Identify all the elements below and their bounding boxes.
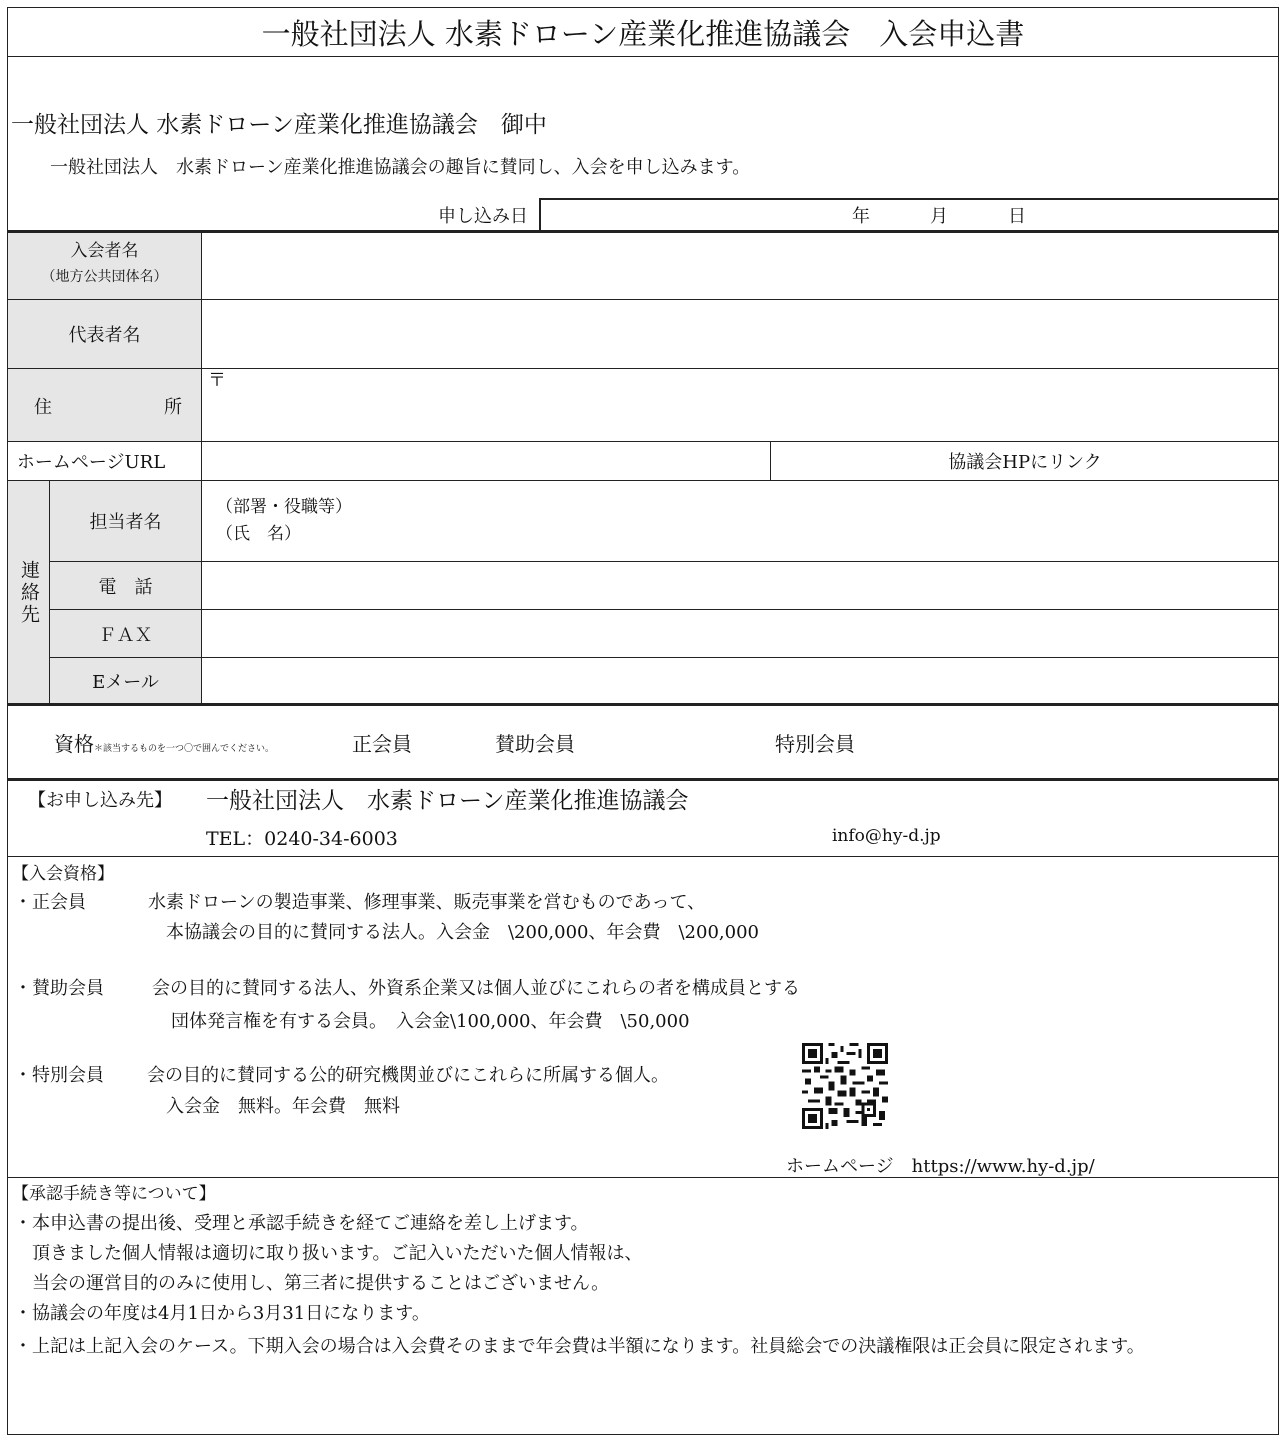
approval-heading: 【承認手続き等について】 (12, 1184, 216, 1204)
table-bottom-border (7, 703, 1279, 706)
approval-line: 頂きました個人情報は適切に取り扱います。ご記入いただいた個人情報は、 (32, 1243, 643, 1264)
fax-label: ＦＡＸ (98, 624, 153, 646)
approval-line: 当会の運営目的のみに使用し、第三者に提供することはございません。 (32, 1273, 610, 1294)
phone-input[interactable] (202, 562, 1279, 609)
support-line2: 団体発言権を有する会員。 入会金\100,000、年会費 \50,000 (171, 1011, 690, 1032)
address-label-2: 所 (164, 397, 182, 418)
homepage-url-input[interactable] (202, 442, 770, 480)
date-day: 日 (1008, 206, 1026, 227)
regular-label: ・正会員 (14, 892, 86, 913)
date-field[interactable] (539, 198, 1279, 231)
dest-divider (7, 856, 1279, 857)
homepage-link[interactable]: ホームページ https://www.hy-d.jp/ (786, 1156, 1095, 1177)
dest-label: 【お申し込み先】 (28, 790, 172, 811)
qualification-note: ＊該当するものを一つ〇で囲んでください。 (94, 744, 275, 754)
dest-email[interactable]: info@hy-d.jp (832, 826, 941, 846)
special-line2: 入会金 無料。年会費 無料 (166, 1096, 400, 1117)
contact-group-label (8, 481, 49, 704)
title-divider (7, 56, 1279, 57)
approval-line: ・本申込書の提出後、受理と承認手続きを経てご連絡を差し上げます。 (14, 1213, 589, 1234)
support-label: ・賛助会員 (14, 978, 104, 999)
member-name-text: 入会者名 (70, 241, 139, 261)
special-label: ・特別会員 (14, 1065, 104, 1086)
dept-label: （部署・役職等） (216, 497, 352, 517)
fax-input[interactable] (202, 610, 1279, 657)
support-line1: 会の目的に賛同する法人、外資系企業又は個人並びにこれらの者を構成員とする (152, 978, 800, 999)
date-month: 月 (930, 206, 948, 227)
qualification-text: 資格 (54, 732, 94, 756)
membership-heading: 【入会資格】 (12, 864, 114, 884)
intro-text: 一般社団法人 水素ドローン産業化推進協議会の趣旨に賛同し、入会を申し込みます。 (50, 157, 751, 178)
hp-link-option[interactable]: 協議会HPにリンク (948, 452, 1102, 473)
regular-line1: 水素ドローンの製造事業、修理事業、販売事業を営むものであって、 (148, 892, 706, 913)
qualification-divider (7, 778, 1279, 781)
postal-mark: 〒 (208, 370, 226, 391)
form-title: 一般社団法人 水素ドローン産業化推進協議会 入会申込書 (261, 16, 1025, 51)
representative-label: 代表者名 (68, 325, 141, 346)
homepage-url-label: ホームページURL (16, 452, 166, 473)
option-special[interactable]: 特別会員 (775, 732, 855, 756)
special-line1: 会の目的に賛同する公的研究機関並びにこれらに所属する個人。 (147, 1065, 669, 1086)
member-name-label (8, 238, 201, 290)
qualification-label (54, 728, 274, 757)
member-name-sub: （地方公共団体名） (41, 269, 168, 285)
membership-divider (7, 1177, 1279, 1178)
addressee: 一般社団法人 水素ドローン産業化推進協議会 御中 (11, 112, 547, 138)
email-label: Eメール (92, 671, 159, 693)
date-label: 申し込み日 (438, 206, 528, 227)
contact-person-input[interactable] (202, 481, 1279, 561)
address-input[interactable] (202, 369, 1279, 441)
phone-label: 電 話 (98, 576, 153, 598)
contact-person-label: 担当者名 (89, 512, 162, 533)
option-regular[interactable]: 正会員 (352, 732, 412, 756)
representative-input[interactable] (202, 300, 1279, 368)
qr-code-icon[interactable] (802, 1043, 888, 1129)
contact-group-text: 連絡先 (18, 559, 40, 626)
member-name-input[interactable] (202, 233, 1279, 299)
approval-line: ・上記は上記入会のケース。下期入会の場合は入会費そのままで年会費は半額になります。社員総会での決議権限は正会員に限定されます。 (14, 1336, 1145, 1357)
email-input[interactable] (202, 658, 1279, 703)
option-support[interactable]: 賛助会員 (495, 732, 575, 756)
dest-tel: TEL：0240-34-6003 (206, 828, 398, 850)
dest-org: 一般社団法人 水素ドローン産業化推進協議会 (206, 788, 689, 814)
date-year: 年 (852, 206, 870, 227)
address-label-1: 住 (34, 397, 52, 418)
regular-line2: 本協議会の目的に賛同する法人。入会金 \200,000、年会費 \200,000 (166, 922, 759, 943)
approval-line: ・協議会の年度は4月1日から3月31日になります。 (14, 1303, 430, 1324)
person-name-label: （氏 名） (216, 524, 301, 544)
